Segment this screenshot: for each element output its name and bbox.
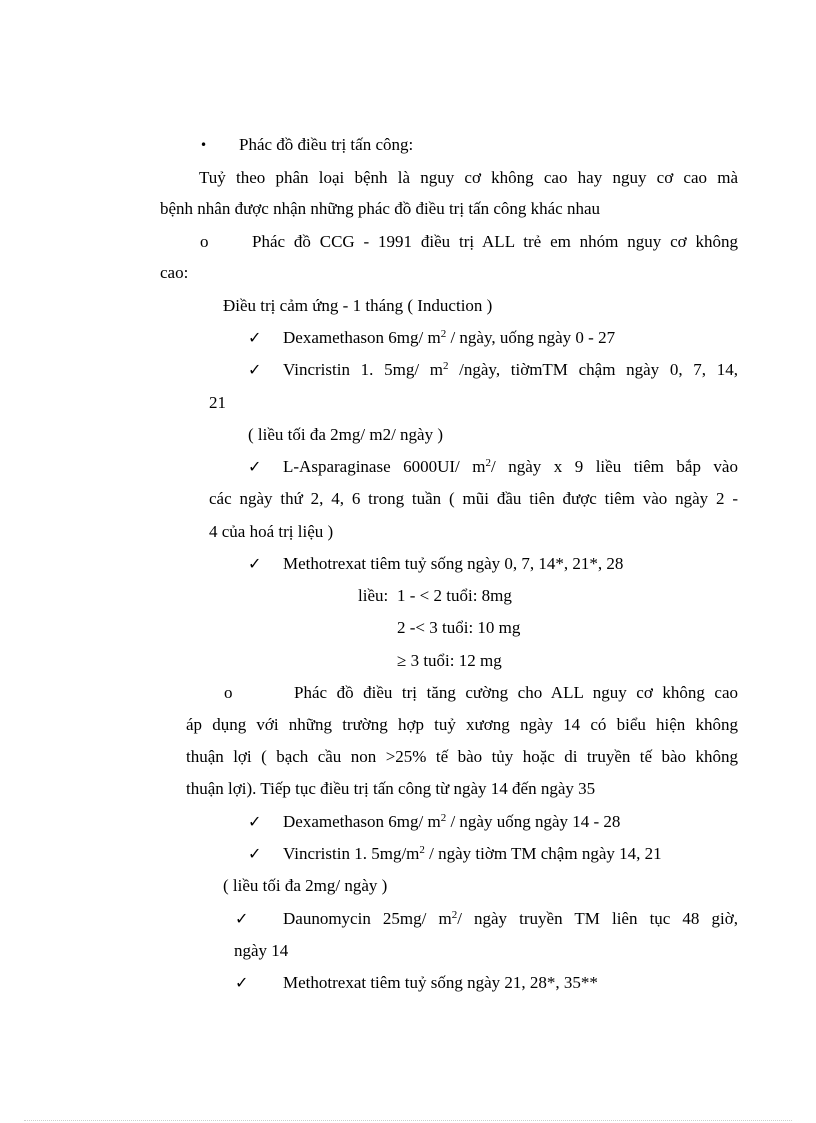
max-dose-note-1: ( liều tối đa 2mg/ m2/ ngày ): [248, 425, 443, 444]
circle-bullet-icon: o: [200, 232, 209, 251]
check-icon: ✓: [248, 457, 262, 476]
check-icon: ✓: [248, 328, 262, 347]
intro-line-2: bệnh nhân được nhận những phác đồ điều trị tấn công khác nhau: [160, 199, 601, 218]
dose-age-2: 2 -< 3 tuổi: 10 mg: [397, 618, 521, 637]
check-icon: ✓: [248, 554, 262, 573]
page-bottom-divider: [24, 1120, 792, 1121]
asparaginase-line-2: các ngày thứ 2, 4, 6 trong tuần ( mũi đầu tiên được tiêm vào ngày 2 -: [209, 489, 738, 508]
methotrexat-induction: Methotrexat tiêm tuỷ sống ngày 0, 7, 14*, 21*, 28: [283, 554, 624, 573]
daunomycin-line-1: Daunomycin 25mg/ $m^2/$ ngày truyền TM liên tục 48 giờ,: [283, 909, 738, 928]
dexamethason-intensification: Dexamethason 6mg/ $m^2$ / ngày uống ngày 14 - 28: [283, 812, 621, 831]
check-icon: ✓: [235, 909, 249, 928]
daunomycin-line-2: ngày 14: [234, 941, 289, 960]
check-icon: ✓: [248, 844, 262, 863]
protocol-1-line-1: Phác đồ CCG - 1991 điều trị ALL trẻ em nhóm nguy cơ không: [252, 232, 738, 251]
dose-label: liều:: [358, 586, 389, 605]
protocol-2-line-3: thuận lợi ( bạch cầu non >25% tế bào tủy hoặc di truyền tế bào không: [186, 747, 738, 766]
circle-bullet-icon: o: [224, 683, 233, 702]
dexamethason-induction: Dexamethason 6mg/ $m^2$ / ngày, uống ngày 0 - 27: [283, 328, 616, 347]
bullet-icon: •: [200, 138, 208, 152]
protocol-2-line-1: Phác đồ điều trị tăng cường cho ALL nguy cơ không cao: [294, 683, 738, 702]
protocol-1-line-2: cao:: [160, 263, 189, 282]
protocol-2-line-2: áp dụng với những trường hợp tuỷ xương ngày 14 có biểu hiện không: [186, 715, 738, 734]
check-icon: ✓: [248, 812, 262, 831]
dose-age-1: 1 - < 2 tuổi: 8mg: [397, 586, 512, 605]
asparaginase-line-3: 4 của hoá trị liệu ): [209, 522, 334, 541]
methotrexat-intensification: Methotrexat tiêm tuỷ sống ngày 21, 28*, 35**: [283, 973, 598, 992]
vincristin-intensification: Vincristin 1. $5mg/m^2$ / ngày tiờm TM chậm ngày 14, 21: [283, 844, 662, 863]
max-dose-note-2: ( liều tối đa 2mg/ ngày ): [223, 876, 388, 895]
check-icon: ✓: [248, 360, 262, 379]
section-heading: Phác đồ điều trị tấn công:: [239, 135, 414, 154]
check-icon: ✓: [235, 973, 249, 992]
asparaginase-line-1: L-Asparaginase 6000UI/ $m^2/$ ngày x 9 liều tiêm bắp vào: [283, 457, 738, 476]
protocol-2-line-4: thuận lợi). Tiếp tục điều trị tấn công từ ngày 14 đến ngày 35: [186, 779, 596, 798]
intro-line-1: Tuỷ theo phân loại bệnh là nguy cơ không cao hay nguy cơ cao mà: [199, 168, 738, 187]
vincristin-induction: Vincristin 1. 5mg/ $m^2$ /ngày, tiờmTM chậm ngày 0, 7, 14,: [283, 360, 738, 379]
dose-age-3: ≥ 3 tuổi: 12 mg: [397, 651, 502, 670]
vincristin-induction-cont: 21: [209, 393, 226, 412]
induction-title: Điều trị cảm ứng - 1 tháng ( Induction ): [223, 296, 493, 315]
